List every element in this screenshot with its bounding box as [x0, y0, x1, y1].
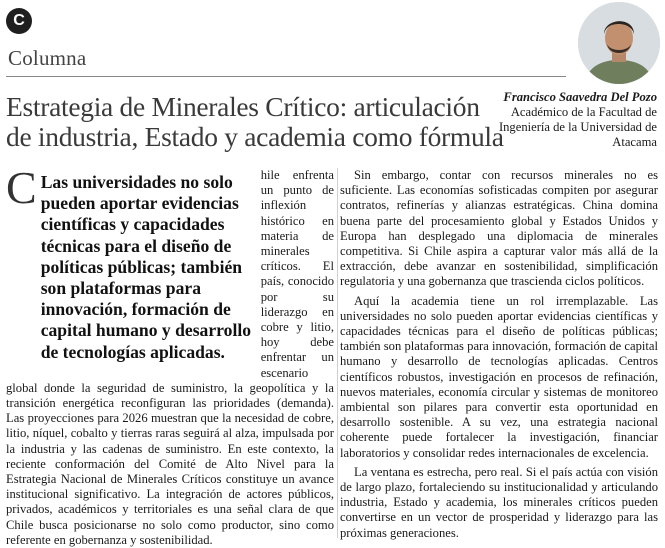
article-headline: Estrategia de Minerales Crítico: articulación de industria, Estado y academia como fórmula [6, 91, 504, 152]
author-portrait-icon [578, 2, 660, 84]
column-badge: C [6, 8, 32, 34]
drop-cap: C [6, 162, 37, 213]
column-divider [337, 168, 338, 538]
author-photo [578, 2, 660, 84]
pull-quote: Las universidades no solo pueden aportar evidencias científicas y capacidades técnicas para el diseño de políticas públicas; también son plataformas para innovación, formación de capital humano y desarrollo de tecnologías aplicadas. [40, 172, 252, 362]
author-byline [482, 90, 657, 150]
article-paragraph: La ventana es estrecha, pero real. Si el país actúa con visión de largo plazo, fortaleciendo su institucionalidad y articulando industria, Estado y academia, los minerales críticos pueden convertirse en un vector de prosperidad y liderazgo para las próximas generaciones. [340, 464, 658, 540]
section-label: Columna [8, 46, 87, 70]
article-paragraph: Aquí la academia tiene un rol irremplazable. Las universidades no solo pueden aportar evidencias científicas y capacidades técnicas para el diseño de políticas públicas; también son plataformas para innovación, formación de capital humano y desarrollo de tecnologías aplicadas. Centros científicos robustos, investigación en procesos de refinación, nuevos materiales, economía circular y sistemas de monitoreo ambiental son pilares para convertir esta oportunidad en desarrollo sostenible. A su vez, una estrategia nacional coherente puede fortalecer la investigación, financiar laboratorios y consolidar redes internacionales de excelencia. [340, 293, 658, 460]
article-lead-text: hile enfrenta un punto de inflexión histórico en materia de minerales críticos. El país, conocido por su liderazgo en cobre y litio, hoy debe enfrentar un escenario global donde la seguridad de suministro, la geopolítica y la transición energética reconfiguran las prioridades (demanda). Las proyecciones para 2026 muestran que la necesidad de cobre, litio, níquel, cobalto y tierras raras seguirá al alza, impulsada por la industria y las cadenas de suministro. En este contexto, la reciente conformación del Comité de Alto Nivel para la Estrategia Nacional de Minerales Críticos constituye un avance institucional significativo. La integración de actores públicos, privados, académicos y territoriales es una señal clara de que Chile busca posicionarse no solo como productor, sino como referente en gobernanza y sostenibilidad. [6, 168, 334, 547]
author-name: Francisco Saavedra Del Pozo [503, 90, 657, 104]
article-lead-paragraph [6, 162, 334, 548]
section-divider [6, 76, 566, 77]
article-column-left [6, 162, 334, 548]
author-role: Académico de la Facultad de Ingeniería de la Universidad de Atacama [498, 105, 657, 149]
article-paragraph: Sin embargo, contar con recursos minerales no es suficiente. Las economías sofisticadas compiten por asegurar contratos, refinerías y alianzas estratégicas. China domina buena parte del procesamiento global y Estados Unidos y Europa han desplegado una diplomacia de minerales competitiva. Si Chile aspira a capturar valor más allá de la extracción, debe avanzar en sostenibilidad, simplificación regulatoria y una gobernanza que trascienda ciclos políticos. [340, 168, 658, 289]
article-column-right [340, 168, 658, 545]
